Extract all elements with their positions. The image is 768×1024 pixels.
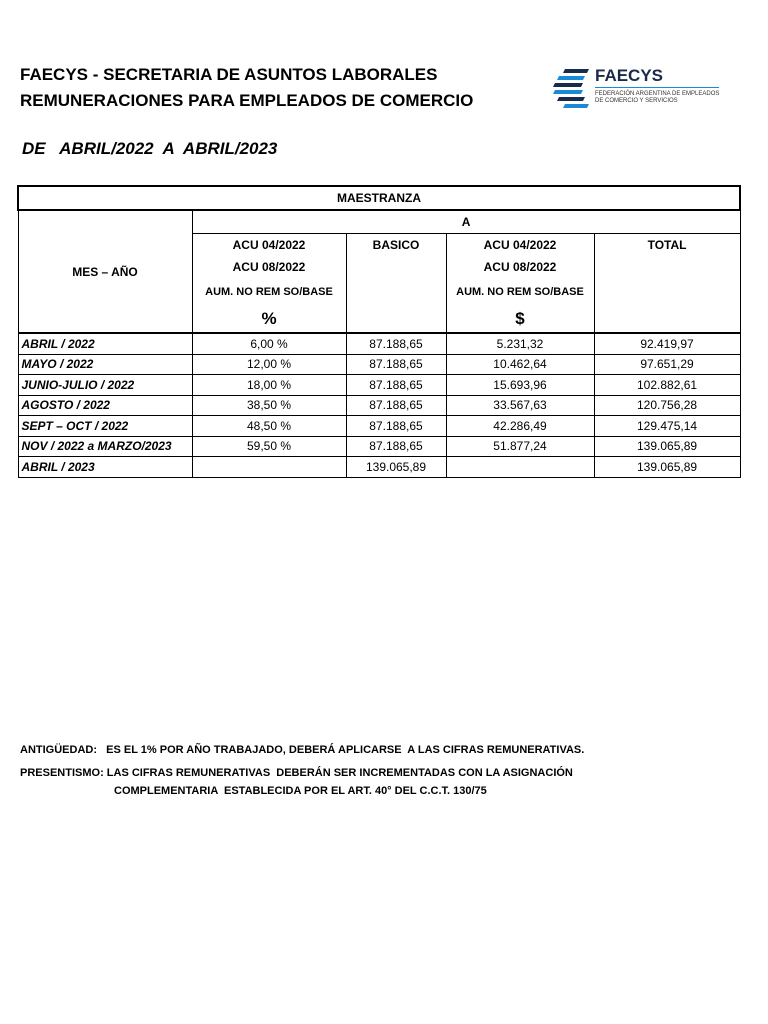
note-presentismo-line1: PRESENTISMO: LAS CIFRAS REMUNERATIVAS DEBERÁN SER INCREMENTADAS CON LA ASIGNACIÓN [20, 767, 573, 779]
column-header-pct [192, 234, 346, 334]
cell-total: 139.065,89 [594, 457, 740, 478]
logo-subtitle: FEDERACIÓN ARGENTINA DE EMPLEADOS DE COMERCIO Y SERVICIOS [595, 91, 720, 104]
logo-name: FAECYS [595, 66, 664, 85]
cell-total: 92.419,97 [594, 333, 740, 354]
table-body [18, 333, 740, 477]
cell-mes: SEPT – OCT / 2022 [18, 416, 192, 437]
period-label: DE ABRIL/2022 A ABRIL/2023 [22, 139, 278, 158]
cell-monto: 15.693,96 [446, 375, 594, 396]
note-presentismo-line2: COMPLEMENTARIA ESTABLECIDA POR EL ART. 40° DEL C.C.T. 130/75 [114, 785, 487, 797]
col4-line1: TOTAL [647, 238, 687, 252]
document-subtitle: REMUNERACIONES PARA EMPLEADOS DE COMERCIO [20, 91, 474, 110]
cell-basico: 139.065,89 [346, 457, 446, 478]
cell-monto: 5.231,32 [446, 333, 594, 354]
table-row [18, 416, 740, 437]
col3-line2: ACU 08/2022 [483, 260, 557, 274]
logo-divider [595, 87, 719, 88]
cell-monto [446, 457, 594, 478]
table-row [18, 333, 740, 354]
cell-pct: 48,50 % [192, 416, 346, 437]
category-header: A [192, 210, 740, 234]
cell-basico: 87.188,65 [346, 395, 446, 416]
faecys-logo [551, 65, 721, 111]
cell-basico: 87.188,65 [346, 354, 446, 375]
table-row [18, 457, 740, 478]
table-row [18, 354, 740, 375]
table-row [18, 395, 740, 416]
cell-total: 97.651,29 [594, 354, 740, 375]
cell-monto: 33.567,63 [446, 395, 594, 416]
cell-total: 102.882,61 [594, 375, 740, 396]
cell-pct: 59,50 % [192, 436, 346, 457]
cell-mes: JUNIO-JULIO / 2022 [18, 375, 192, 396]
table-row [18, 375, 740, 396]
cell-pct: 18,00 % [192, 375, 346, 396]
table-row [18, 436, 740, 457]
faecys-logo-icon [551, 65, 593, 111]
col3-line3: AUM. NO REM SO/BASE [456, 286, 584, 298]
cell-mes: NOV / 2022 a MARZO/2023 [18, 436, 192, 457]
cell-monto: 51.877,24 [446, 436, 594, 457]
cell-monto: 42.286,49 [446, 416, 594, 437]
salary-table [17, 185, 741, 478]
note-antiguedad: ANTIGÜEDAD: ES EL 1% POR AÑO TRABAJADO, DEBERÁ APLICARSE A LAS CIFRAS REMUNERATIVAS. [20, 744, 585, 756]
col3-line1: ACU 04/2022 [483, 238, 557, 252]
cell-pct: 6,00 % [192, 333, 346, 354]
cell-pct: 38,50 % [192, 395, 346, 416]
cell-basico: 87.188,65 [346, 416, 446, 437]
cell-mes: ABRIL / 2022 [18, 333, 192, 354]
cell-total: 129.475,14 [594, 416, 740, 437]
column-header-monto [446, 234, 594, 334]
col2-line1: BASICO [372, 238, 420, 252]
cell-basico: 87.188,65 [346, 436, 446, 457]
cell-monto: 10.462,64 [446, 354, 594, 375]
document-title: FAECYS - SECRETARIA DE ASUNTOS LABORALES [20, 65, 438, 84]
column-header-basico [346, 234, 446, 334]
cell-pct [192, 457, 346, 478]
col1-symbol: % [261, 309, 277, 328]
cell-basico: 87.188,65 [346, 333, 446, 354]
cell-mes: AGOSTO / 2022 [18, 395, 192, 416]
cell-pct: 12,00 % [192, 354, 346, 375]
col1-line2: ACU 08/2022 [232, 260, 306, 274]
column-header-total [594, 234, 740, 334]
col3-symbol: $ [515, 309, 525, 328]
col1-line1: ACU 04/2022 [232, 238, 306, 252]
column-header-mes: MES – AÑO [18, 210, 192, 333]
section-header: MAESTRANZA [18, 186, 740, 210]
cell-total: 139.065,89 [594, 436, 740, 457]
cell-total: 120.756,28 [594, 395, 740, 416]
cell-basico: 87.188,65 [346, 375, 446, 396]
col1-line3: AUM. NO REM SO/BASE [205, 286, 333, 298]
cell-mes: MAYO / 2022 [18, 354, 192, 375]
cell-mes: ABRIL / 2023 [18, 457, 192, 478]
